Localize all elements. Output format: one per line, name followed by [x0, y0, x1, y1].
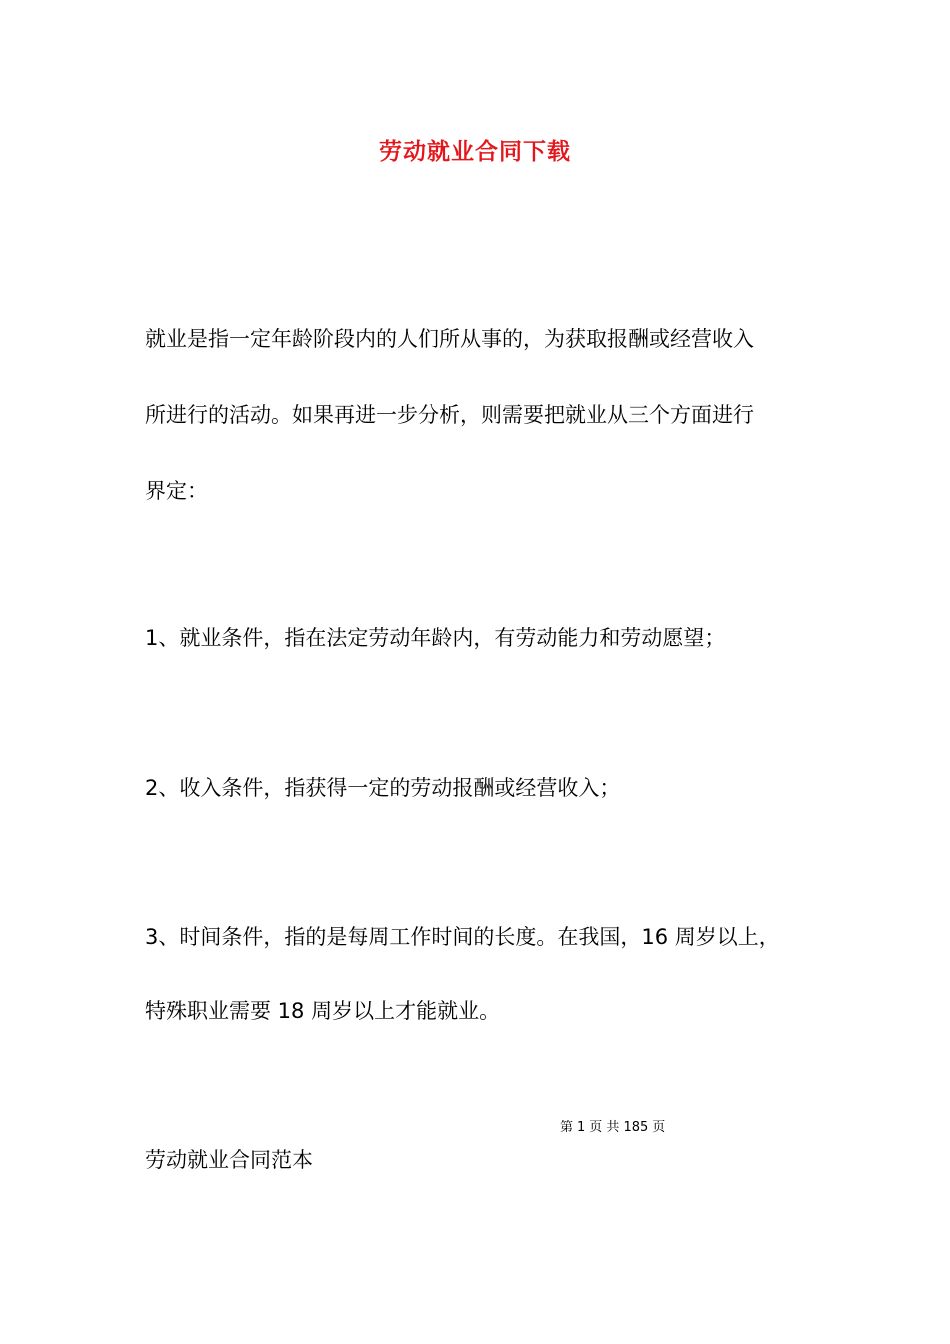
footer-total-pages: 185 [623, 1120, 649, 1135]
footer-middle: 页 共 [589, 1120, 620, 1135]
page-number-footer [560, 1116, 669, 1135]
list-item-3-line-2: 特殊职业需要 18 周岁以上才能就业。 [145, 999, 501, 1023]
intro-line-1: 就业是指一定年龄阶段内的人们所从事的，为获取报酬或经营收入 [145, 327, 754, 351]
footer-prefix: 第 [560, 1120, 574, 1135]
list-item-2: 2、收入条件，指获得一定的劳动报酬或经营收入； [145, 776, 621, 800]
footer-current-page: 1 [577, 1120, 586, 1135]
next-section-heading: 劳动就业合同范本 [145, 1148, 313, 1172]
document-title: 劳动就业合同下载 [379, 139, 571, 165]
list-item-1: 1、就业条件，指在法定劳动年龄内，有劳动能力和劳动愿望； [145, 626, 726, 650]
intro-line-3: 界定： [145, 479, 208, 503]
intro-line-2: 所进行的活动。如果再进一步分析，则需要把就业从三个方面进行 [145, 403, 754, 427]
list-item-3-line-1: 3、时间条件，指的是每周工作时间的长度。在我国，16 周岁以上， [145, 925, 780, 949]
footer-suffix: 页 [652, 1120, 666, 1135]
